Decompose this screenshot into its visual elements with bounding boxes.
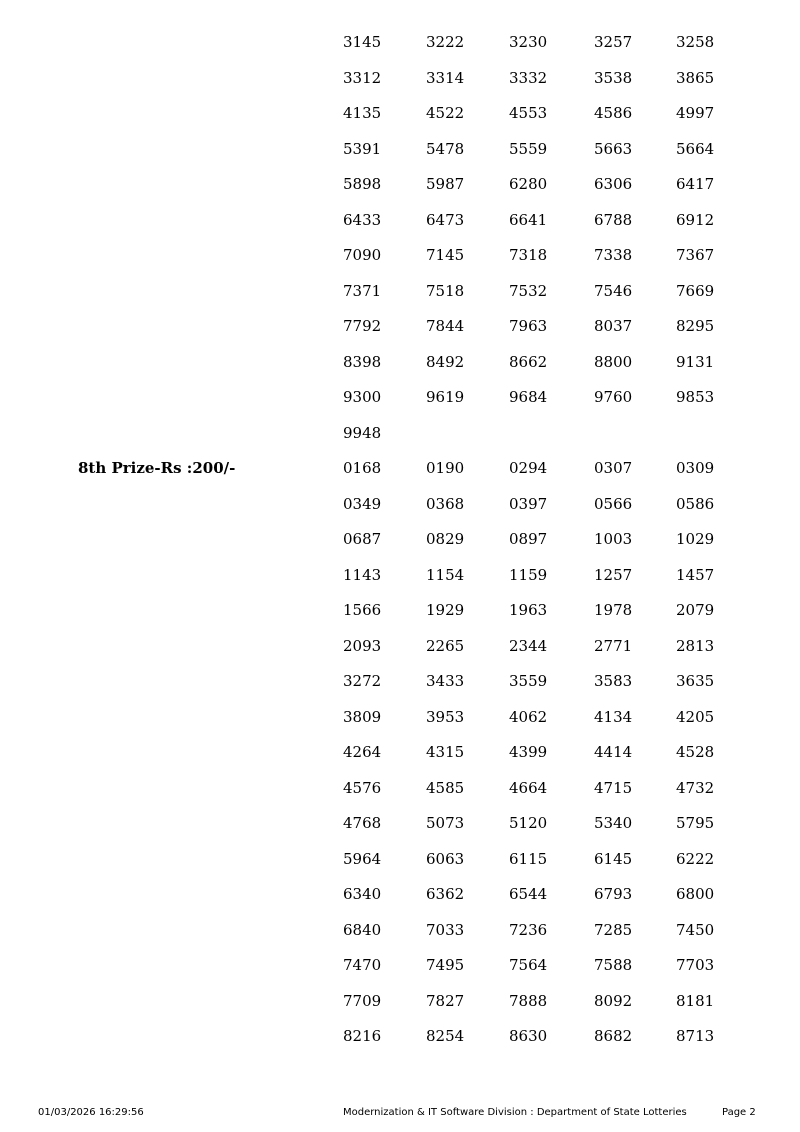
ticket-number: 4414 bbox=[594, 743, 633, 761]
ticket-number: 4528 bbox=[676, 743, 715, 761]
ticket-number: 3272 bbox=[343, 672, 382, 690]
footer-division: Modernization & IT Software Division : Department of State Lotteries bbox=[343, 1107, 687, 1118]
ticket-number: 6222 bbox=[676, 849, 715, 868]
ticket-number: 8254 bbox=[426, 1027, 465, 1045]
ticket-number: 3145 bbox=[343, 33, 382, 51]
ticket-number: 7588 bbox=[594, 956, 633, 974]
ticket-number: 8682 bbox=[594, 1027, 633, 1045]
ticket-number: 3258 bbox=[676, 33, 715, 51]
ticket-number: 7669 bbox=[676, 281, 715, 300]
ticket-number: 3953 bbox=[426, 707, 465, 726]
ticket-number: 2771 bbox=[594, 636, 633, 655]
ticket-number: 0349 bbox=[343, 494, 382, 513]
ticket-number: 9853 bbox=[676, 388, 715, 406]
ticket-number: 0687 bbox=[343, 530, 382, 548]
ticket-number: 4553 bbox=[509, 104, 548, 122]
ticket-number: 7546 bbox=[594, 281, 633, 300]
ticket-number: 8398 bbox=[343, 352, 382, 371]
prize-label: 8th Prize-Rs :200/- bbox=[78, 459, 236, 477]
ticket-number: 6280 bbox=[509, 175, 548, 193]
ticket-number: 7236 bbox=[509, 920, 548, 939]
ticket-number: 0586 bbox=[676, 494, 715, 513]
ticket-number: 5663 bbox=[594, 139, 633, 158]
ticket-number: 7532 bbox=[509, 281, 548, 300]
ticket-number: 6306 bbox=[594, 175, 633, 193]
number-row bbox=[0, 813, 800, 849]
ticket-number: 1257 bbox=[594, 565, 633, 584]
ticket-number: 1159 bbox=[509, 565, 548, 584]
number-row bbox=[0, 600, 800, 636]
ticket-number: 3538 bbox=[594, 68, 633, 87]
ticket-number: 7792 bbox=[343, 317, 382, 335]
footer-datetime: 01/03/2026 16:29:56 bbox=[38, 1107, 144, 1118]
ticket-number: 2344 bbox=[509, 636, 548, 655]
ticket-number: 3433 bbox=[426, 672, 465, 690]
ticket-number: 7518 bbox=[426, 281, 465, 300]
ticket-number: 4062 bbox=[509, 707, 548, 726]
number-row bbox=[0, 955, 800, 991]
ticket-number: 4315 bbox=[426, 743, 465, 761]
ticket-number: 2079 bbox=[676, 601, 715, 619]
ticket-number: 8181 bbox=[676, 991, 715, 1010]
ticket-number: 6115 bbox=[509, 849, 548, 868]
ticket-number: 7318 bbox=[509, 246, 548, 264]
ticket-number: 7090 bbox=[343, 246, 382, 264]
ticket-number: 3559 bbox=[509, 672, 548, 690]
ticket-number: 5898 bbox=[343, 175, 382, 193]
ticket-number: 3312 bbox=[343, 68, 382, 87]
ticket-number: 9619 bbox=[426, 388, 465, 406]
ticket-number: 4522 bbox=[426, 104, 465, 122]
number-row bbox=[0, 849, 800, 885]
ticket-number: 9684 bbox=[509, 388, 548, 406]
ticket-number: 7285 bbox=[594, 920, 633, 939]
ticket-number: 1154 bbox=[426, 565, 465, 584]
number-row bbox=[0, 103, 800, 139]
ticket-number: 3865 bbox=[676, 68, 715, 87]
ticket-number: 7371 bbox=[343, 281, 382, 300]
ticket-number: 0309 bbox=[676, 459, 715, 477]
footer-page-number: Page 2 bbox=[722, 1107, 756, 1118]
ticket-number: 0294 bbox=[509, 459, 548, 477]
ticket-number: 0829 bbox=[426, 530, 465, 548]
ticket-number: 0168 bbox=[343, 459, 382, 477]
ticket-number: 9760 bbox=[594, 388, 633, 406]
number-row bbox=[0, 742, 800, 778]
ticket-number: 4205 bbox=[676, 707, 715, 726]
ticket-number: 6641 bbox=[509, 210, 548, 229]
ticket-number: 8713 bbox=[676, 1027, 715, 1045]
ticket-number: 6912 bbox=[676, 210, 715, 229]
ticket-number: 3222 bbox=[426, 33, 465, 51]
ticket-number: 4399 bbox=[509, 743, 548, 761]
ticket-number: 6800 bbox=[676, 885, 715, 903]
ticket-number: 8800 bbox=[594, 352, 633, 371]
ticket-number: 7963 bbox=[509, 317, 548, 335]
number-row bbox=[0, 565, 800, 601]
ticket-number: 1003 bbox=[594, 530, 633, 548]
number-row bbox=[0, 991, 800, 1027]
ticket-number: 7367 bbox=[676, 246, 715, 264]
ticket-number: 4586 bbox=[594, 104, 633, 122]
ticket-number: 1143 bbox=[343, 565, 382, 584]
ticket-number: 7564 bbox=[509, 956, 548, 974]
ticket-number: 6340 bbox=[343, 885, 382, 903]
ticket-number: 6145 bbox=[594, 849, 633, 868]
ticket-number: 2093 bbox=[343, 636, 382, 655]
ticket-number: 1929 bbox=[426, 601, 465, 619]
ticket-number: 7033 bbox=[426, 920, 465, 939]
number-row bbox=[0, 636, 800, 672]
ticket-number: 5073 bbox=[426, 814, 465, 832]
number-row bbox=[0, 920, 800, 956]
ticket-number: 3230 bbox=[509, 33, 548, 51]
ticket-number: 8630 bbox=[509, 1027, 548, 1045]
number-row bbox=[0, 458, 800, 494]
ticket-number: 6362 bbox=[426, 885, 465, 903]
number-row bbox=[0, 139, 800, 175]
ticket-number: 5664 bbox=[676, 139, 715, 158]
ticket-number: 3332 bbox=[509, 68, 548, 87]
number-row bbox=[0, 529, 800, 565]
ticket-number: 1566 bbox=[343, 601, 382, 619]
ticket-number: 0190 bbox=[426, 459, 465, 477]
number-row bbox=[0, 387, 800, 423]
ticket-number: 5964 bbox=[343, 849, 382, 868]
ticket-number: 4997 bbox=[676, 104, 715, 122]
number-row bbox=[0, 423, 800, 459]
ticket-number: 8492 bbox=[426, 352, 465, 371]
ticket-number: 4135 bbox=[343, 104, 382, 122]
ticket-number: 4585 bbox=[426, 778, 465, 797]
number-row bbox=[0, 316, 800, 352]
ticket-number: 6840 bbox=[343, 920, 382, 939]
ticket-number: 8662 bbox=[509, 352, 548, 371]
ticket-number: 1029 bbox=[676, 530, 715, 548]
ticket-number: 1457 bbox=[676, 565, 715, 584]
ticket-number: 0566 bbox=[594, 494, 633, 513]
ticket-number: 6063 bbox=[426, 849, 465, 868]
ticket-number: 8092 bbox=[594, 991, 633, 1010]
number-row bbox=[0, 1026, 800, 1062]
ticket-number: 7844 bbox=[426, 317, 465, 335]
number-row bbox=[0, 68, 800, 104]
ticket-number: 6544 bbox=[509, 885, 548, 903]
ticket-number: 7338 bbox=[594, 246, 633, 264]
ticket-number: 6788 bbox=[594, 210, 633, 229]
ticket-number: 9300 bbox=[343, 388, 382, 406]
ticket-number: 6433 bbox=[343, 210, 382, 229]
ticket-number: 0368 bbox=[426, 494, 465, 513]
ticket-number: 8216 bbox=[343, 1027, 382, 1045]
ticket-number: 4576 bbox=[343, 778, 382, 797]
number-row bbox=[0, 352, 800, 388]
number-row bbox=[0, 494, 800, 530]
ticket-number: 0897 bbox=[509, 530, 548, 548]
ticket-number: 0307 bbox=[594, 459, 633, 477]
ticket-number: 7709 bbox=[343, 991, 382, 1010]
ticket-number: 6793 bbox=[594, 885, 633, 903]
ticket-number: 4768 bbox=[343, 814, 382, 832]
number-row bbox=[0, 174, 800, 210]
ticket-number: 3314 bbox=[426, 68, 465, 87]
ticket-number: 2813 bbox=[676, 636, 715, 655]
ticket-number: 3257 bbox=[594, 33, 633, 51]
ticket-number: 7703 bbox=[676, 956, 715, 974]
ticket-number: 7827 bbox=[426, 991, 465, 1010]
ticket-number: 7450 bbox=[676, 920, 715, 939]
ticket-number: 7888 bbox=[509, 991, 548, 1010]
number-row bbox=[0, 32, 800, 68]
ticket-number: 2265 bbox=[426, 636, 465, 655]
ticket-number: 6417 bbox=[676, 175, 715, 193]
ticket-number: 7495 bbox=[426, 956, 465, 974]
ticket-number: 4134 bbox=[594, 707, 633, 726]
ticket-number: 6473 bbox=[426, 210, 465, 229]
ticket-number: 7470 bbox=[343, 956, 382, 974]
ticket-number: 1978 bbox=[594, 601, 633, 619]
ticket-number: 4264 bbox=[343, 743, 382, 761]
number-row bbox=[0, 210, 800, 246]
ticket-number: 1963 bbox=[509, 601, 548, 619]
ticket-number: 5987 bbox=[426, 175, 465, 193]
ticket-number: 7145 bbox=[426, 246, 465, 264]
number-row bbox=[0, 884, 800, 920]
ticket-number: 5559 bbox=[509, 139, 548, 158]
ticket-number: 5120 bbox=[509, 814, 548, 832]
ticket-number: 9131 bbox=[676, 352, 715, 371]
ticket-number: 5391 bbox=[343, 139, 382, 158]
ticket-number: 4664 bbox=[509, 778, 548, 797]
ticket-number: 4715 bbox=[594, 778, 633, 797]
ticket-number: 0397 bbox=[509, 494, 548, 513]
number-row bbox=[0, 778, 800, 814]
ticket-number: 3635 bbox=[676, 672, 715, 690]
ticket-number: 3583 bbox=[594, 672, 633, 690]
number-row bbox=[0, 671, 800, 707]
ticket-number: 3809 bbox=[343, 707, 382, 726]
ticket-number: 5340 bbox=[594, 814, 633, 832]
number-row bbox=[0, 707, 800, 743]
ticket-number: 8037 bbox=[594, 317, 633, 335]
ticket-number: 8295 bbox=[676, 317, 715, 335]
number-row bbox=[0, 281, 800, 317]
ticket-number: 9948 bbox=[343, 423, 382, 442]
ticket-number: 4732 bbox=[676, 778, 715, 797]
ticket-number: 5478 bbox=[426, 139, 465, 158]
ticket-number: 5795 bbox=[676, 814, 715, 832]
number-row bbox=[0, 245, 800, 281]
